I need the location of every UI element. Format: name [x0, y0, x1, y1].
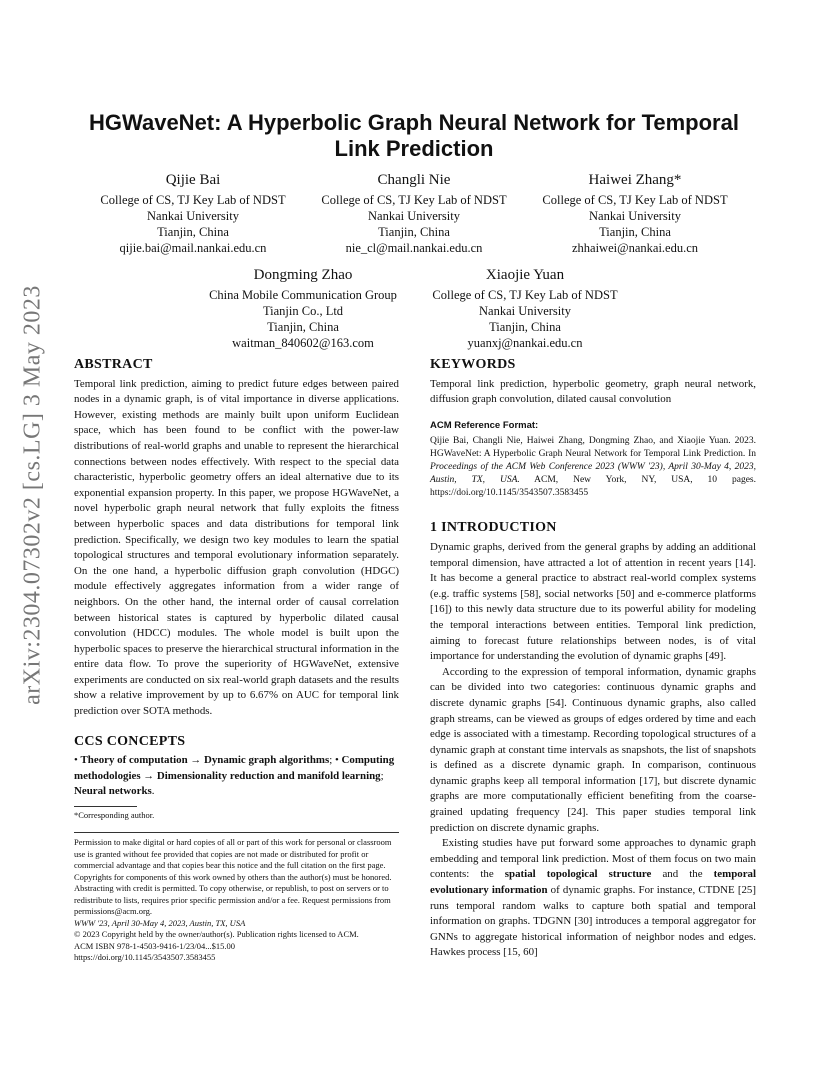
- author-affiliation: College of CS, TJ Key Lab of NDST: [100, 193, 286, 207]
- author-email[interactable]: qijie.bai@mail.nankai.edu.cn: [119, 241, 267, 255]
- doi-link[interactable]: https://doi.org/10.1145/3543507.3583455: [74, 952, 216, 962]
- ccs-term: Dimensionality reduction and manifold learning: [156, 769, 381, 782]
- author-email[interactable]: nie_cl@mail.nankai.edu.cn: [345, 241, 483, 255]
- ccs-concepts: • Theory of computation → Dynamic graph algorithms; • Computing methodologies → Dimensionality reduction and manifold learning; Neural networks.: [74, 754, 395, 798]
- author-affiliation: Nankai University: [147, 209, 239, 223]
- left-column: [74, 357, 399, 800]
- acm-reference-heading: ACM Reference Format:: [430, 419, 539, 431]
- ccs-term: Neural networks: [74, 785, 152, 798]
- author-block: [309, 170, 519, 256]
- author-block: [198, 265, 408, 351]
- right-column: [430, 357, 756, 961]
- paper-title: HGWaveNet: A Hyperbolic Graph Neural Network for Temporal Link Prediction: [89, 110, 739, 161]
- author-location: Tianjin, China: [378, 225, 450, 239]
- permission-text: Permission to make digital or hard copies of all or part of this work for personal or classroom use is granted without fee provided that copies are not made or distributed for profit or commercial advantage and that copies bear this notice and the full citation on the first page. Copyrights for components of this work owned by others than the author(s) must be honored. Abstracting with credit is permitted. To copy otherwise, or republish, to post on servers or to redistribute to lists, requires prior specific permission and/or a fee. Request permissions from permissions@acm.org.: [74, 837, 392, 916]
- abstract-text: Temporal link prediction, aiming to predict future edges between paired nodes in a dynamic graph, is of vital importance in diverse applications. However, existing methods are mainly built upon uniform Euclidean space, which has been found to be conflict with the power-law distributions of real-world graphs and unable to represent the hierarchical connections between nodes effectively. With respect to the special data characteristic, hyperbolic geometry offers an ideal alternative due to its exponential expansion property. In this paper, we propose HGWaveNet, a novel hyperbolic graph neural network that fully exploits the fitness between hyperbolic spaces and data distributions for temporal link prediction. Specifically, we design two key modules to learn the spatial topological structures and temporal evolutionary information separately. On the one hand, a hyperbolic diffusion graph convolution (HDGC) module effectively aggregates information from a wider range of neighbors. On the other hand, the internal order of causal correlation between historical states is captured by hyperbolic dilated causal convolution (HDCC) modules. The whole model is built upon the hyperbolic spaces to preserve the hierarchical structural information in the entire data flow. To prove the superiority of HGWaveNet, extensive experiments are conducted on six real-world graph datasets and the results show a relative improvement by up to 6.67% on AUC for temporal link prediction over SOTA methods.: [74, 377, 399, 718]
- copyright-text: © 2023 Copyright held by the owner/author(s). Publication rights licensed to ACM.: [74, 929, 359, 939]
- author-name: Qijie Bai: [165, 172, 221, 188]
- author-email[interactable]: yuanxj@nankai.edu.cn: [467, 336, 583, 350]
- author-block: [420, 265, 630, 351]
- acm-reference-text: Qijie Bai, Changli Nie, Haiwei Zhang, Dongming Zhao, and Xiaojie Yuan. 2023. HGWaveNet: A Hyperbolic Graph Neural Network for Temporal Link Prediction. In Proceedings of the ACM Web Conference 2023 (WWW '23), April 30-May 4, 2023, Austin, TX, USA. ACM, New York, NY, USA, 10 pages. https://doi.org/10.1145/3543507.3583455: [430, 436, 756, 499]
- author-email[interactable]: zhhaiwei@nankai.edu.cn: [571, 241, 699, 255]
- author-location: Tianjin, China: [267, 320, 339, 334]
- permission-block: [74, 837, 399, 964]
- keywords-text: Temporal link prediction, hyperbolic geometry, graph neural network, diffusion graph convolution, dilated causal convolution: [430, 377, 756, 406]
- author-name: Haiwei Zhang*: [588, 172, 682, 188]
- author-name: Dongming Zhao: [253, 267, 353, 283]
- author-affiliation: Nankai University: [368, 209, 460, 223]
- permission-rule: [74, 832, 399, 833]
- ccs-term: Theory of computation: [80, 754, 188, 767]
- abstract-heading: ABSTRACT: [74, 357, 153, 372]
- isbn-text: ACM ISBN 978-1-4503-9416-1/23/04...$15.00: [74, 940, 236, 951]
- conference-info: WWW '23, April 30-May 4, 2023, Austin, TX, USA: [74, 917, 246, 928]
- ccs-term: Dynamic graph algorithms: [203, 754, 330, 767]
- arxiv-identifier-text: arXiv:2304.07302v2 [cs.LG] 3 May 2023: [19, 285, 46, 705]
- author-affiliation: College of CS, TJ Key Lab of NDST: [321, 193, 507, 207]
- author-location: Tianjin, China: [157, 225, 229, 239]
- ccs-term: Computing methodologies: [74, 754, 395, 782]
- author-affiliation: Nankai University: [589, 209, 681, 223]
- author-name: Xiaojie Yuan: [485, 267, 565, 283]
- author-affiliation: China Mobile Communication Group: [209, 288, 397, 302]
- intro-paragraph: According to the expression of temporal information, dynamic graphs can be divided into two categories: continuous dynamic graphs and discrete dynamic graphs [54]. Continuous dynamic graphs, also called graph streams, can be viewed as groups of edges ordered by time and each edge is associated with a timestamp. Recording topological structures of a dynamic graph at constant time intervals as snapshots, the list of snapshots is defined as a discrete dynamic graph. In comparison, continuous dynamic graphs keep all temporal information [17], but discrete dynamic graphs are more computationally efficient benefiting from the coarse-grained updating frequency [24]. This paper studies temporal link prediction on discrete dynamic graphs.: [430, 665, 756, 834]
- introduction-heading: 1 INTRODUCTION: [430, 520, 557, 536]
- author-block: [88, 170, 298, 256]
- author-affiliation: Tianjin Co., Ltd: [262, 304, 344, 318]
- author-affiliation: Nankai University: [479, 304, 571, 318]
- corresponding-author-footnote: *Corresponding author.: [74, 810, 155, 820]
- arxiv-identifier: [18, 285, 48, 705]
- keywords-heading: KEYWORDS: [430, 357, 516, 372]
- footnote-rule: [74, 806, 137, 807]
- author-location: Tianjin, China: [599, 225, 671, 239]
- ccs-heading: CCS CONCEPTS: [74, 733, 186, 749]
- intro-paragraph: Dynamic graphs, derived from the general graphs by adding an additional temporal dimension, have attracted a lot of attention in recent years [14]. It has become a general practice to abstract real-world complex systems (e.g. traffic systems [58], social networks [50] and e-commerce platforms [16]) to this newly data structure due to its powerful ability for modeling the temporal interactions between entities. Temporal link prediction, aiming to forecast future relationships between nodes, is of vital importance for understanding the evolution of dynamic graphs [49].: [430, 540, 756, 663]
- author-location: Tianjin, China: [489, 320, 561, 334]
- author-affiliation: College of CS, TJ Key Lab of NDST: [542, 193, 728, 207]
- author-affiliation: College of CS, TJ Key Lab of NDST: [432, 288, 618, 302]
- author-email[interactable]: waitman_840602@163.com: [232, 336, 374, 350]
- author-name: Changli Nie: [377, 172, 451, 188]
- author-block: [530, 170, 740, 256]
- intro-paragraph: Existing studies have put forward some approaches to dynamic graph embedding and temporal link prediction. Most of them focus on two main contents: the spatial topological structure and the temporal evolutionary information of dynamic graphs. For instance, CTDNE [25] runs temporal random walks to capture both spatial and temporal information on graphs. TDGNN [30] introduces a temporal aggregator for GNNs to aggregate historical information of neighbor nodes and edges. Hawkes process [15, 60]: [430, 837, 757, 959]
